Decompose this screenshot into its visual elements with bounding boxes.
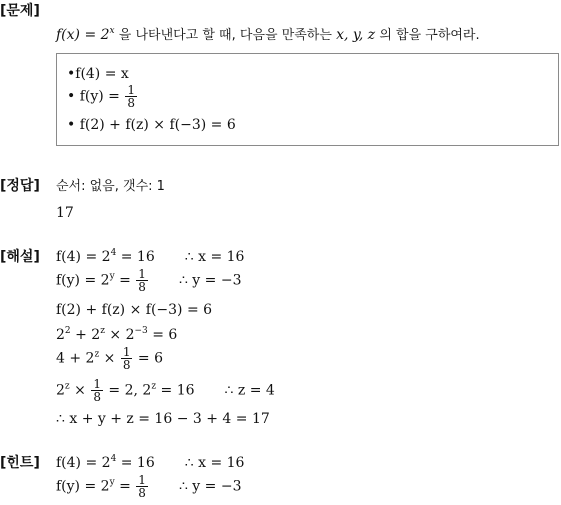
solution-line-4: $2^2 + 2^z \times 2^{-3} = 6$ [56,326,178,343]
hint-line-1: $f(4) = 2^4 = 16$ ∴ x = 16 [56,454,245,471]
solution-fraction-3: $\frac{1}{8}$ [93,377,101,404]
solution-line-1: $f(4) = 2^4 = 16$ ∴ x = 16 [56,248,245,265]
problem-statement [56,27,480,44]
condition-1: •f(4) = x [67,66,129,82]
answer-label: [정답] [0,178,40,194]
answer-value: 17 [56,205,74,221]
solution-fraction-2: $\frac{1}{8}$ [122,345,131,372]
solution-label: [해설] [0,249,40,265]
problem-label: [문제] [0,3,40,19]
condition-2-fraction: $\frac{1}{8}$ [127,83,135,110]
solution-fraction-1: $\frac{1}{8}$ [138,267,146,294]
condition-3: • f(2) + f(z) × f(−3) = 6 [67,117,236,133]
conditions-box [56,53,559,146]
solution-line-2: $f(y) = 2^y$ = $\frac{1}{8}$ ∴ y = −3 [56,267,242,294]
hint-label: [힌트] [0,455,40,471]
hint-fraction: $\frac{1}{8}$ [138,473,146,500]
problem-text-end: 의 합을 구하여라. [375,28,480,43]
problem-exponent: x [109,26,115,36]
solution-line-5: $4 + 2^z$ × $\frac{1}{8}$ = 6 [56,345,164,372]
hint-line-2: $f(y) = 2^y$ = $\frac{1}{8}$ ∴ y = −3 [56,473,242,500]
solution-line-3: f(2) + f(z) × f(−3) = 6 [56,302,213,318]
answer-order: 순서: 없음, 갯수: 1 [56,179,165,194]
problem-function: f(x) = 2 [56,27,110,43]
problem-text: 을 나타낸다고 할 때, 다음을 만족하는 [114,28,337,43]
problem-variables: x, y, z [336,27,376,43]
solution-line-6: $2^z$ × $\frac{1}{8}$ = 2, $2^z = 16$ ∴ z = 4 [56,377,275,404]
solution-line-7: ∴ x + y + z = 16 − 3 + 4 = 17 [56,411,270,427]
condition-2: • f(y) = $\frac{1}{8}$ [67,83,135,110]
